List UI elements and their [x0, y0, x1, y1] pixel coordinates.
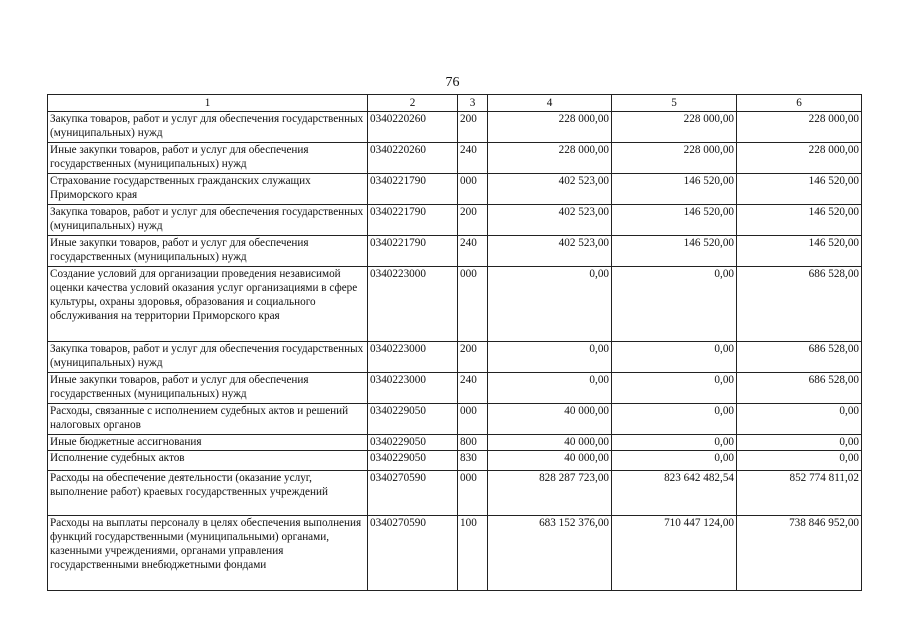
row-code: 0340220260 — [368, 143, 458, 174]
row-kvr: 200 — [458, 205, 488, 236]
row-value-col6: 738 846 952,00 — [737, 516, 862, 591]
table-body — [48, 112, 862, 591]
row-kvr: 000 — [458, 404, 488, 435]
row-kvr: 000 — [458, 267, 488, 342]
row-value-col4: 402 523,00 — [488, 236, 612, 267]
table-row — [48, 143, 862, 174]
row-code: 0340229050 — [368, 435, 458, 451]
row-kvr: 000 — [458, 174, 488, 205]
table-row — [48, 174, 862, 205]
table-header-row — [48, 95, 862, 112]
row-value-col6: 0,00 — [737, 435, 862, 451]
row-value-col4: 402 523,00 — [488, 174, 612, 205]
row-code: 0340221790 — [368, 205, 458, 236]
row-name: Иные закупки товаров, работ и услуг для обеспечения государственных (муниципальных) нужд — [48, 143, 368, 174]
row-value-col4: 828 287 723,00 — [488, 471, 612, 516]
row-value-col5: 146 520,00 — [612, 205, 737, 236]
row-value-col4: 40 000,00 — [488, 451, 612, 471]
row-name: Исполнение судебных актов — [48, 451, 368, 471]
row-kvr: 830 — [458, 451, 488, 471]
row-value-col6: 686 528,00 — [737, 373, 862, 404]
row-name: Иные закупки товаров, работ и услуг для обеспечения государственных (муниципальных) нужд — [48, 373, 368, 404]
row-value-col6: 852 774 811,02 — [737, 471, 862, 516]
row-name: Расходы, связанные с исполнением судебных актов и решений налоговых органов — [48, 404, 368, 435]
row-name: Закупка товаров, работ и услуг для обеспечения государственных (муниципальных) нужд — [48, 342, 368, 373]
row-value-col5: 823 642 482,54 — [612, 471, 737, 516]
header-col-3: 3 — [458, 95, 488, 112]
header-col-6: 6 — [737, 95, 862, 112]
row-kvr: 240 — [458, 236, 488, 267]
table-row — [48, 373, 862, 404]
row-kvr: 000 — [458, 471, 488, 516]
row-value-col4: 402 523,00 — [488, 205, 612, 236]
header-col-4: 4 — [488, 95, 612, 112]
row-value-col6: 228 000,00 — [737, 143, 862, 174]
row-code: 0340221790 — [368, 174, 458, 205]
row-value-col6: 0,00 — [737, 451, 862, 471]
row-name: Закупка товаров, работ и услуг для обеспечения государственных (муниципальных) нужд — [48, 112, 368, 143]
row-code: 0340229050 — [368, 451, 458, 471]
row-kvr: 240 — [458, 143, 488, 174]
row-value-col4: 0,00 — [488, 373, 612, 404]
row-code: 0340270590 — [368, 471, 458, 516]
row-name: Расходы на выплаты персоналу в целях обеспечения выполнения функций государственными (муниципальными) органами, казенными учреждениями, органами управления государственными внебюджетными фондами — [48, 516, 368, 591]
header-col-2: 2 — [368, 95, 458, 112]
row-code: 0340221790 — [368, 236, 458, 267]
row-value-col5: 710 447 124,00 — [612, 516, 737, 591]
table-row — [48, 342, 862, 373]
row-value-col4: 683 152 376,00 — [488, 516, 612, 591]
row-value-col6: 146 520,00 — [737, 205, 862, 236]
table-row — [48, 471, 862, 516]
table-row — [48, 205, 862, 236]
row-code: 0340270590 — [368, 516, 458, 591]
row-code: 0340220260 — [368, 112, 458, 143]
row-value-col5: 0,00 — [612, 435, 737, 451]
row-kvr: 240 — [458, 373, 488, 404]
row-value-col6: 228 000,00 — [737, 112, 862, 143]
row-value-col6: 146 520,00 — [737, 236, 862, 267]
row-value-col4: 0,00 — [488, 267, 612, 342]
row-value-col5: 0,00 — [612, 373, 737, 404]
budget-table — [47, 94, 862, 591]
row-value-col5: 0,00 — [612, 451, 737, 471]
row-name: Закупка товаров, работ и услуг для обеспечения государственных (муниципальных) нужд — [48, 205, 368, 236]
row-value-col6: 146 520,00 — [737, 174, 862, 205]
table-row — [48, 404, 862, 435]
row-name: Иные бюджетные ассигнования — [48, 435, 368, 451]
row-value-col5: 228 000,00 — [612, 143, 737, 174]
row-value-col4: 40 000,00 — [488, 435, 612, 451]
row-kvr: 200 — [458, 342, 488, 373]
row-value-col5: 0,00 — [612, 267, 737, 342]
row-name: Страхование государственных гражданских служащих Приморского края — [48, 174, 368, 205]
row-value-col5: 0,00 — [612, 342, 737, 373]
row-value-col5: 146 520,00 — [612, 236, 737, 267]
row-value-col4: 0,00 — [488, 342, 612, 373]
row-code: 0340223000 — [368, 373, 458, 404]
row-value-col5: 228 000,00 — [612, 112, 737, 143]
row-value-col4: 228 000,00 — [488, 143, 612, 174]
row-name: Расходы на обеспечение деятельности (оказание услуг, выполнение работ) краевых государственных учреждений — [48, 471, 368, 516]
row-value-col6: 0,00 — [737, 404, 862, 435]
table-row — [48, 435, 862, 451]
table-row — [48, 236, 862, 267]
table-row — [48, 112, 862, 143]
row-value-col6: 686 528,00 — [737, 342, 862, 373]
row-code: 0340223000 — [368, 342, 458, 373]
row-kvr: 200 — [458, 112, 488, 143]
row-value-col5: 146 520,00 — [612, 174, 737, 205]
row-code: 0340223000 — [368, 267, 458, 342]
row-value-col4: 40 000,00 — [488, 404, 612, 435]
row-kvr: 100 — [458, 516, 488, 591]
row-value-col6: 686 528,00 — [737, 267, 862, 342]
row-code: 0340229050 — [368, 404, 458, 435]
table-row — [48, 267, 862, 342]
row-value-col5: 0,00 — [612, 404, 737, 435]
header-col-1: 1 — [48, 95, 368, 112]
row-name: Создание условий для организации проведения независимой оценки качества условий оказания услуг организациями в сфере культуры, охраны здоровья, образования и социального обслуживания на территории Приморского края — [48, 267, 368, 342]
row-name: Иные закупки товаров, работ и услуг для обеспечения государственных (муниципальных) нужд — [48, 236, 368, 267]
table-row — [48, 516, 862, 591]
header-col-5: 5 — [612, 95, 737, 112]
page-number: 76 — [445, 75, 460, 90]
table-row — [48, 451, 862, 471]
row-kvr: 800 — [458, 435, 488, 451]
row-value-col4: 228 000,00 — [488, 112, 612, 143]
